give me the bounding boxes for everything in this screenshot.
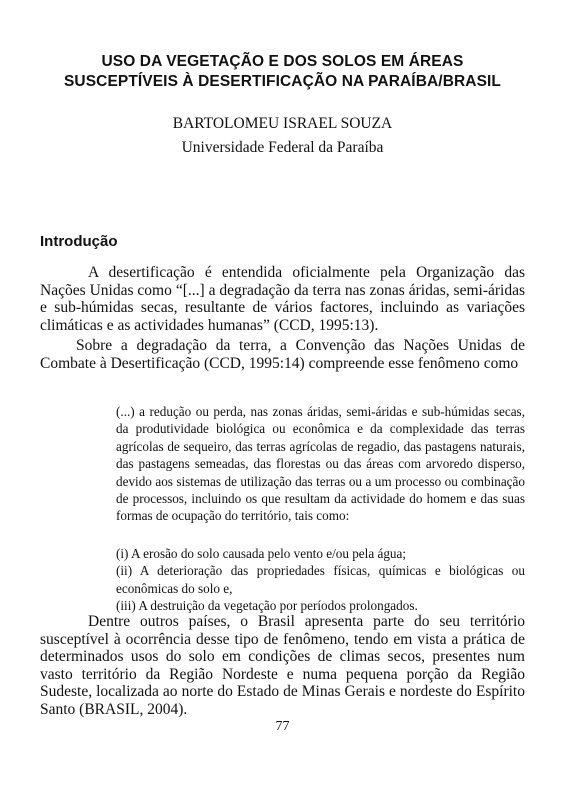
quote-list-item: (iii) A destruição da vegetação por períodos prolongados. [116,598,418,614]
paragraph-3: Dentre outros países, o Brasil apresenta parte do seu território susceptível à ocorrência desse tipo de fenômeno, tendo em vista a prática de determinados usos do solo em condições de climas secos, presentes num vasto território da Região Nordeste e numa pequena porção da Região Sudeste, localizada ao norte do Estado de Minas Gerais e nordeste do Espírito Santo (BRASIL, 2004). [40,613,525,718]
author-name: BARTOLOMEU ISRAEL SOUZA [172,115,393,132]
paragraph-1: A desertificação é entendida oficialmente pela Organização das Nações Unidas como “[...] a degradação da terra nas zonas áridas, semi-áridas e sub-húmidas secas, resultante de vários factores, incluindo as variações climáticas e as actividades humanas” (CCD, 1995:13). [40,264,525,334]
block-quote-list [116,545,525,615]
article-title [40,52,525,92]
quote-list-item: (i) A erosão do solo causada pelo vento e/ou pela água; [116,546,407,561]
paragraph-2: Sobre a degradação da terra, a Convenção das Nações Unidas de Combate à Desertificação (CCD, 1995:14) compreende esse fenômeno como [40,337,525,372]
section-heading: Introdução [40,233,118,250]
quote-list-item: (ii) A deterioração das propriedades físicas, químicas e biológicas ou econômicas do solo e, [116,563,525,596]
page-number: 77 [275,719,290,734]
author-affiliation: Universidade Federal da Paraíba [181,139,384,156]
title-line-1: USO DA VEGETAÇÃO E DOS SOLOS EM ÁREAS [101,53,464,70]
block-quote: (...) a redução ou perda, nas zonas áridas, semi-áridas e sub-húmidas secas, da produtividade biológica ou econômica e da complexidade das terras agrícolas de sequeiro, das terras agrícolas de regadio, das pastagens naturais, das pastagens semeadas, das florestas ou das áreas com arvoredo disperso, devido aos sistemas de utilização das terras ou a um processo ou combinação de processos, incluindo os que resultam da actividade do homem e das suas formas de ocupação do território, tais como: [116,404,525,524]
title-line-2: SUSCEPTÍVEIS À DESERTIFICAÇÃO NA PARAÍBA/BRASIL [63,73,501,90]
